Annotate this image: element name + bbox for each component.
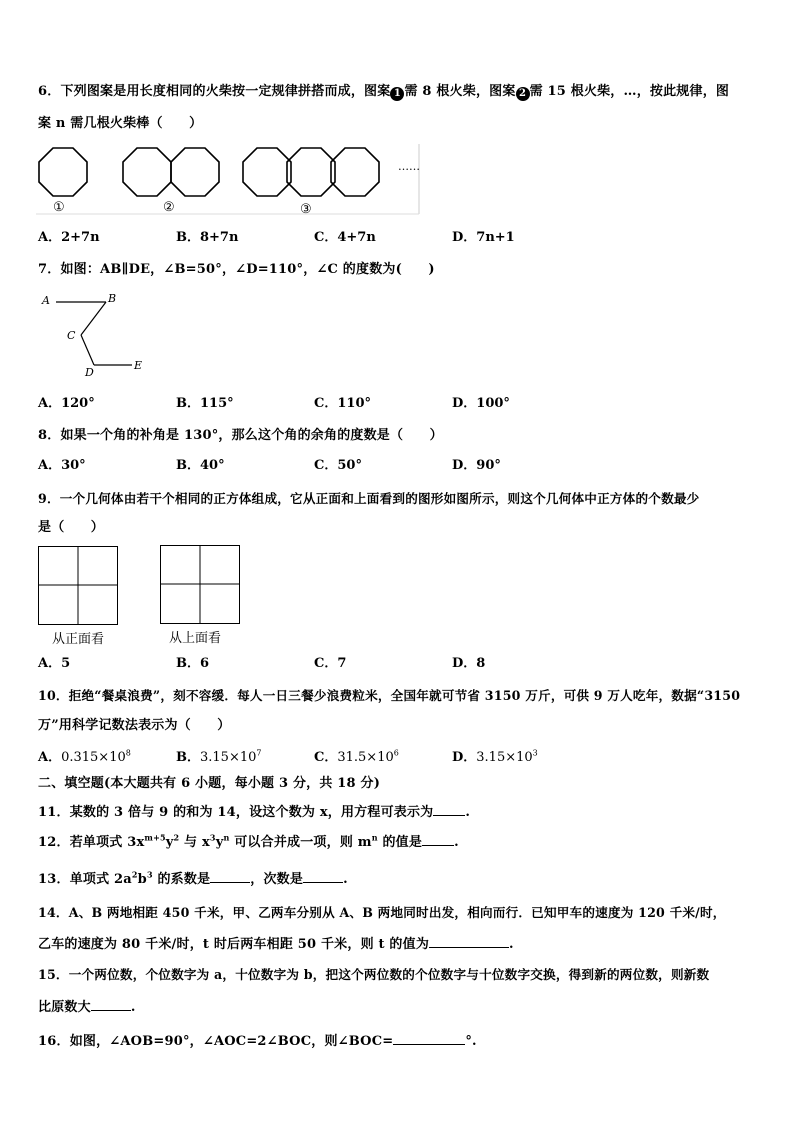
q6-option-a[interactable]: A．2+7n [38,230,100,245]
period: . [130,1000,136,1015]
q12-part: y [165,835,174,850]
octagon [171,148,219,196]
q7-option-b[interactable]: B．115° [176,396,234,411]
point-d-label: D [85,366,94,379]
q10-stem-line1: 10．拒绝“餐桌浪费”，刻不容缓．每人一日三餐少浪费粒米，全国年就可节省 3150 万斤，可供 9 万人吃年，数据“3150 [38,688,741,703]
q10-stem-line2: 万”用科学记数法表示为（ ） [38,718,231,733]
option-exp: 7 [256,748,262,758]
octagon [123,148,171,196]
pattern2-marker: 2 [516,87,530,101]
q14-line2-text: 乙车的速度为 80 千米/时，t 时后两车相距 50 千米，则 t 的值为 [38,937,430,952]
q12-part: 可以合并成一项，则 m [229,835,372,850]
point-b-label: B [108,292,117,305]
q12-sup: 3 [209,832,216,843]
q6-dots: …… [398,160,420,173]
q11-stem [38,803,470,821]
q12-answer-blank[interactable] [422,833,454,846]
fig-label-2: ② [163,200,175,215]
q8-option-d[interactable]: D．90° [452,458,501,473]
q6-stem-line2: 案 n 需几根火柴棒（ ） [38,116,203,131]
q9-option-a[interactable]: A．5 [38,656,71,671]
period: . [343,872,348,887]
q13-sup: 2 [131,869,138,880]
option-coef: 0.315×10 [61,750,126,765]
octagon [243,148,291,196]
q6-mid1: 需 8 根火柴，图案 [404,84,516,99]
q6-line1-text: 6．下列图案是用长度相同的火柴按一定规律拼搭而成，图案 [38,84,391,99]
option-letter: D． [452,750,477,765]
front-view-caption: 从正面看 [52,632,105,647]
q9-option-d[interactable]: D．8 [452,656,486,671]
fig-label-1: ① [53,200,65,215]
section-2-heading: 二、填空题(本大题共有 6 小题，每小题 3 分，共 18 分) [38,776,381,791]
q6-option-d[interactable]: D．7n+1 [452,230,515,245]
option-exp: 3 [532,748,538,758]
q13-part: 13．单项式 2a [38,872,132,887]
q11-text: 11．某数的 3 倍与 9 的和为 14，设这个数为 x，用方程可表示为 [38,805,434,820]
q12-part: 的值是 [377,835,423,850]
q14-stem-line1: 14．A、B 两地相距 450 千米，甲、乙两车分别从 A、B 两地同时出发，相向而行．已知甲车的速度为 120 千米/时， [38,905,726,920]
q10-option-b[interactable] [176,750,261,766]
q15-stem-line1: 15．一个两位数，个位数字为 a，十位数字为 b，把这个两位数的个位数字与十位数字交换，得到新的两位数，则新数 [38,967,710,982]
q7-option-c[interactable]: C．110° [314,396,371,411]
q12-sup: n [371,832,378,843]
q16-degree-suffix: °. [465,1034,477,1049]
q9-option-b[interactable]: B．6 [176,656,210,671]
q13-coefficient-blank[interactable] [210,870,250,883]
q14-answer-blank[interactable] [429,935,509,948]
q8-option-a[interactable]: A．30° [38,458,86,473]
q9-top-view [160,545,240,625]
option-exp: 8 [125,748,131,758]
q7-figure [36,290,166,380]
q10-option-a[interactable] [38,750,131,766]
q6-option-c[interactable]: C．4+7n [314,230,376,245]
period: . [509,937,514,952]
q12-part: y [215,835,224,850]
q16-answer-blank[interactable] [393,1032,465,1045]
q9-stem-line1: 9．一个几何体由若干个相同的正方体组成，它从正面和上面看到的图形如图所示，则这个几何体中正方体的个数最少 [38,491,700,506]
octagon [287,148,335,196]
q6-figure [36,140,436,220]
q16-text: 16．如图，∠AOB=90°，∠AOC=2∠BOC，则∠BOC= [38,1034,394,1049]
q13-sup: 3 [146,869,153,880]
octagon [331,148,379,196]
pattern1-marker: 1 [390,87,404,101]
q15-stem-line2 [38,998,136,1016]
option-letter: A． [38,750,62,765]
top-view-caption: 从上面看 [169,631,222,646]
option-coef: 31.5×10 [337,750,394,765]
q8-option-c[interactable]: C．50° [314,458,362,473]
point-c-label: C [67,329,76,342]
q15-line2-text: 比原数大 [38,1000,91,1015]
q7-option-d[interactable]: D．100° [452,396,510,411]
q10-option-d[interactable] [452,750,538,766]
option-letter: B． [176,750,200,765]
octagon [39,148,87,196]
q12-sup: n [223,832,230,843]
q7-option-a[interactable]: A．120° [38,396,95,411]
q6-stem-line1 [38,84,729,101]
point-e-label: E [134,359,143,372]
q8-stem: 8．如果一个角的补角是 130°，那么这个角的余角的度数是（ ） [38,428,443,443]
q13-degree-blank[interactable] [303,870,343,883]
period: . [465,805,471,820]
q12-part: 12．若单项式 3x [38,835,145,850]
period: . [454,835,459,850]
q13-part: b [137,872,147,887]
option-exp: 6 [393,748,399,758]
q7-stem: 7．如图：AB∥DE，∠B=50°，∠D=110°，∠C 的度数为( ) [38,262,435,277]
q13-part: 的系数是 [152,872,211,887]
q6-mid2: 需 15 根火柴，…，按此规律，图 [529,84,730,99]
q14-stem-line2 [38,935,514,953]
q15-answer-blank[interactable] [91,998,131,1011]
q6-option-b[interactable]: B．8+7n [176,230,239,245]
option-letter: C． [314,750,338,765]
q8-option-b[interactable]: B．40° [176,458,225,473]
q9-front-view [38,546,118,626]
q12-part: 与 x [179,835,210,850]
q12-sup: 2 [173,832,180,843]
q10-option-c[interactable] [314,750,399,766]
point-a-label: A [42,294,50,307]
q11-answer-blank[interactable] [433,803,465,816]
q9-stem-line2: 是（ ） [38,520,105,535]
q13-part: ，次数是 [250,872,304,887]
q12-stem [38,833,459,851]
option-coef: 3.15×10 [476,750,533,765]
q9-option-c[interactable]: C．7 [314,656,347,671]
q13-stem [38,870,348,888]
option-coef: 3.15×10 [200,750,257,765]
q16-stem [38,1032,477,1050]
q12-sup: m+5 [144,832,166,843]
fig-label-3: ③ [300,202,312,217]
